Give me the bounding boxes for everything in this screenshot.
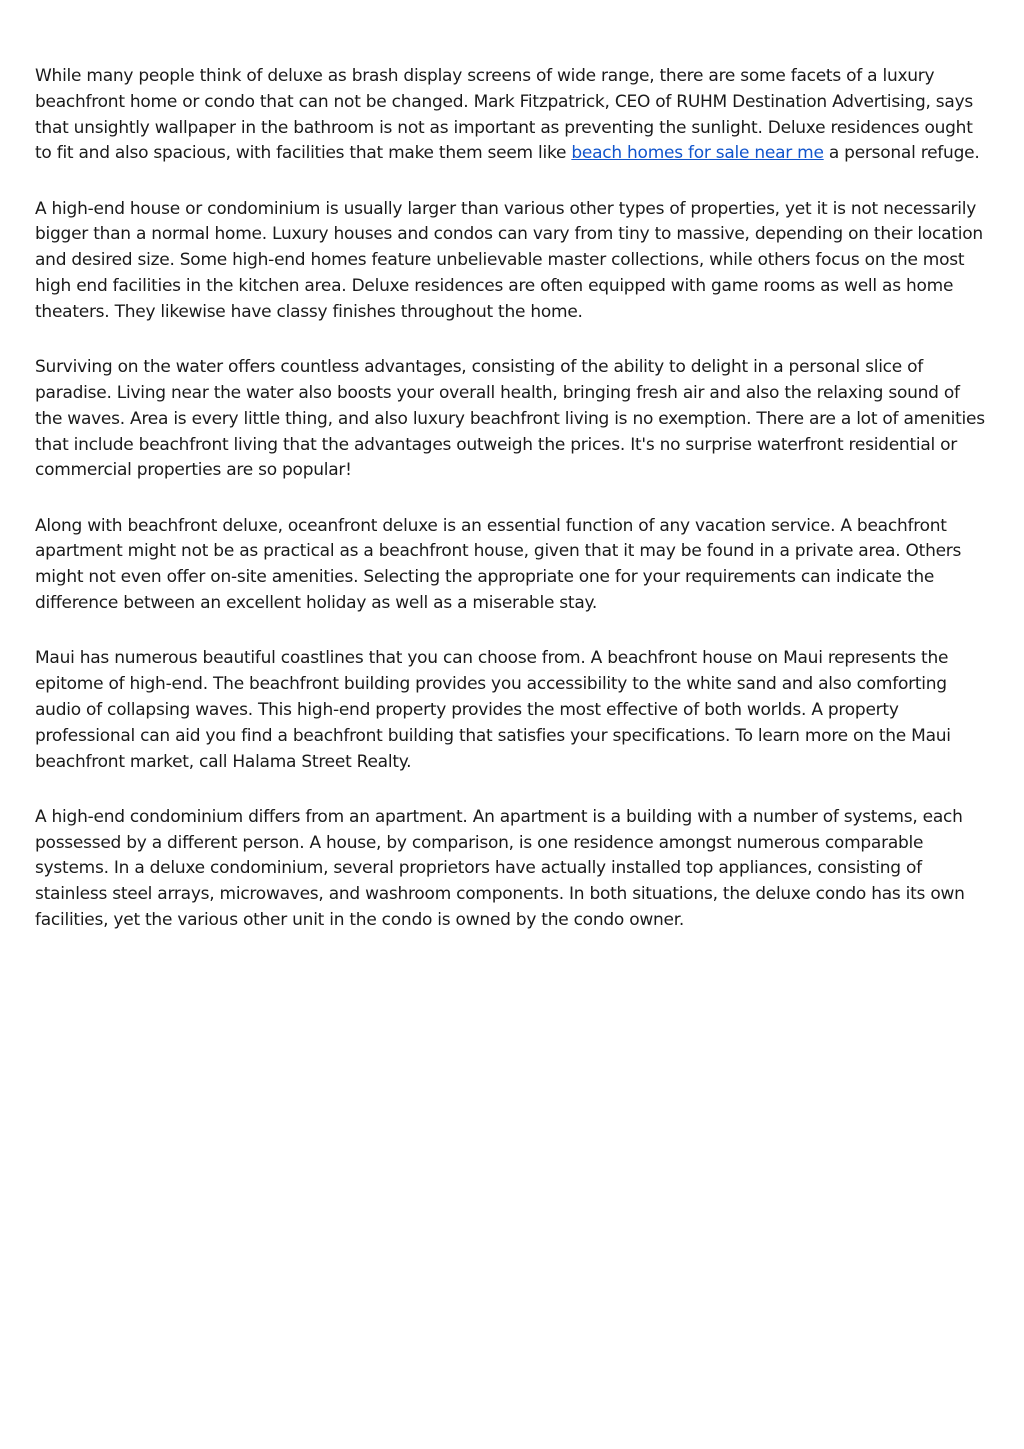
paragraph-5: Maui has numerous beautiful coastlines that you can choose from. A beachfront house on Maui represents the epitome of high-end. The beachfront building provides you accessibility to the white sand and also comforting audio of collapsing waves. This high-end property provides the most effective of both worlds. A property professional can aid you find a beachfront building that satisfies your specifications. To learn more on the Maui beachfront market, call Halama Street Realty. <box>35 648 951 772</box>
beach-homes-link[interactable]: beach homes for sale near me <box>571 143 824 164</box>
paragraph-6: A high-end condominium differs from an apartment. An apartment is a building with a number of systems, each possessed by a different person. A house, by comparison, is one residence amongst numerous comparable systems. In a deluxe condominium, several proprietors have actually installed top appliances, consisting of stainless steel arrays, microwaves, and washroom components. In both situations, the deluxe condo has its own facilities, yet the various other unit in the condo is owned by the condo owner. <box>35 806 965 931</box>
paragraph-3: Surviving on the water offers countless advantages, consisting of the ability to delight in a personal slice of paradise. Living near the water also boosts your overall health, bringing fresh air and also the relaxing sound of the waves. Area is every little thing, and also luxury beachfront living is no exemption. There are a lot of amenities that include beachfront living that the advantages outweigh the prices. It's no surprise waterfront residential or commercial properties are so popular! <box>35 357 985 481</box>
paragraph-2: A high-end house or condominium is usually larger than various other types of properties, yet it is not necessarily bigger than a normal home. Luxury houses and condos can vary from tiny to massive, depending on their location and desired size. Some high-end homes feature unbelievable master collections, while others focus on the most high end facilities in the kitchen area. Deluxe residences are often equipped with game rooms as well as home theaters. They likewise have classy finishes throughout the home. <box>35 198 983 322</box>
document-body <box>35 64 990 963</box>
paragraph-1-text-before: While many people think of deluxe as brash display screens of wide range, there are some facets of a luxury beachfront home or condo that can not be changed. Mark Fitzpatrick, CEO of RUHM Destination Advertising, says that unsightly wallpaper in the bathroom is not as important as preventing the sunlight. Deluxe residences ought to fit and also spacious, with facilities that make them seem like <box>35 66 973 164</box>
paragraph-1-text-after: a personal refuge. <box>823 143 980 164</box>
paragraph-1 <box>35 64 990 167</box>
paragraph-4: Along with beachfront deluxe, oceanfront deluxe is an essential function of any vacation service. A beachfront apartment might not be as practical as a beachfront house, given that it may be found in a private area. Others might not even offer on-site amenities. Selecting the appropriate one for your requirements can indicate the difference between an excellent holiday as well as a miserable stay. <box>35 515 962 614</box>
